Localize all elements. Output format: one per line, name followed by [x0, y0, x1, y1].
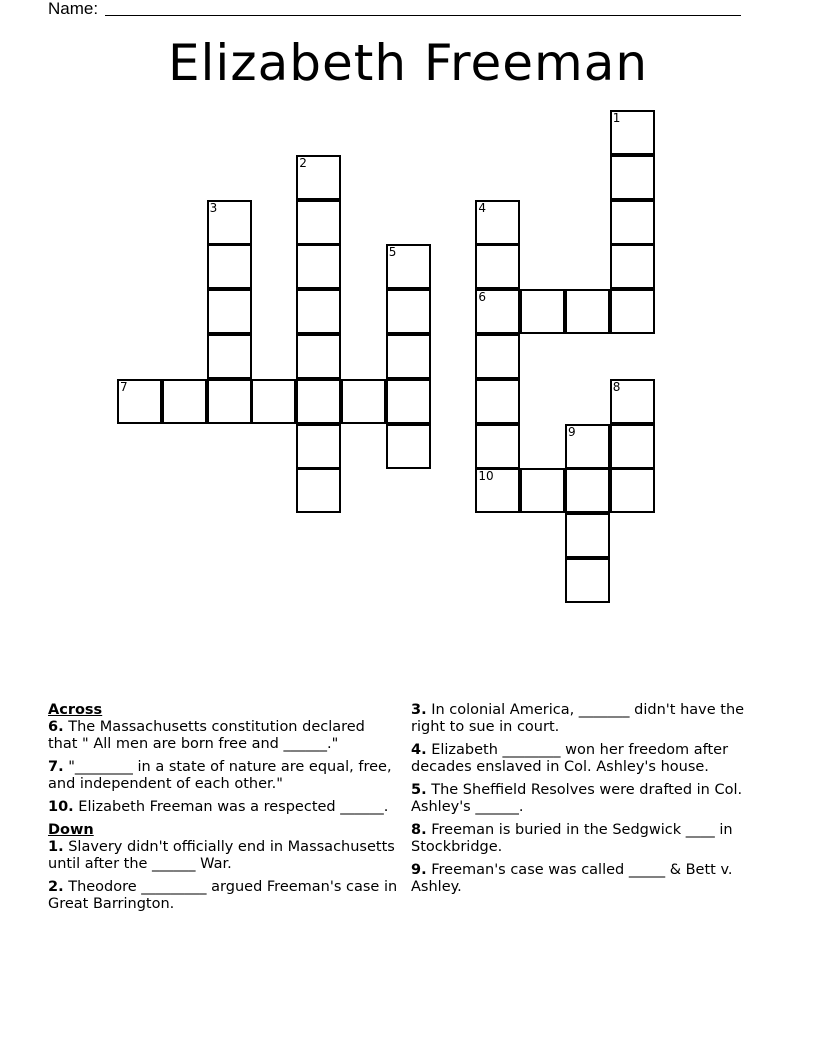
clues-right-column — [411, 702, 756, 902]
grid-cell[interactable] — [610, 155, 655, 200]
clue-item-number: 6. — [48, 719, 64, 735]
clue-item-number: 8. — [411, 822, 427, 838]
grid-cell[interactable] — [296, 379, 341, 424]
grid-cell[interactable] — [296, 334, 341, 379]
grid-cell[interactable] — [207, 379, 252, 424]
grid-cell[interactable] — [475, 334, 520, 379]
grid-cell[interactable] — [565, 289, 610, 334]
grid-cell[interactable] — [520, 468, 565, 513]
clue-item-text: Freeman is buried in the Sedgwick ____ in Stockbridge. — [411, 822, 733, 855]
grid-cell[interactable] — [386, 424, 431, 469]
clue-item-number: 3. — [411, 702, 427, 718]
grid-cell[interactable] — [520, 289, 565, 334]
grid-cell[interactable] — [117, 379, 162, 424]
grid-cell[interactable] — [610, 200, 655, 245]
grid-cell[interactable] — [296, 424, 341, 469]
clue-number: 8 — [612, 379, 621, 394]
grid-cell[interactable] — [251, 379, 296, 424]
grid-cell[interactable] — [565, 468, 610, 513]
across-heading: Across — [48, 702, 103, 718]
page-title: Elizabeth Freeman — [167, 34, 649, 92]
grid-cell[interactable] — [610, 110, 655, 155]
grid-cell[interactable] — [565, 424, 610, 469]
grid-cell[interactable] — [386, 244, 431, 289]
down-clue-list — [48, 839, 398, 913]
grid-cell[interactable] — [565, 513, 610, 558]
clue-item-number: 2. — [48, 879, 64, 895]
clue-item-number: 7. — [48, 759, 64, 775]
grid-cell[interactable] — [207, 334, 252, 379]
clue-item — [411, 742, 756, 776]
clue-number: 7 — [120, 379, 128, 394]
grid-cell[interactable] — [610, 468, 655, 513]
clue-item-text: Theodore _________ argued Freeman's case in Great Barrington. — [48, 879, 398, 912]
grid-cell[interactable] — [475, 468, 520, 513]
grid-cell[interactable] — [207, 244, 252, 289]
clue-item-number: 10. — [48, 799, 74, 815]
grid-cell[interactable] — [296, 244, 341, 289]
clue-item-number: 4. — [411, 742, 427, 758]
clue-item-number: 1. — [48, 839, 64, 855]
clue-item-text: Freeman's case was called _____ & Bett v. Ashley. — [411, 862, 733, 895]
down-heading: Down — [48, 822, 94, 838]
grid-cell[interactable] — [610, 289, 655, 334]
grid-cell[interactable] — [610, 379, 655, 424]
grid-cell[interactable] — [296, 200, 341, 245]
clue-number: 4 — [478, 200, 487, 215]
grid-cell[interactable] — [610, 424, 655, 469]
clue-item-text: The Massachusetts constitution declared that " All men are born free and ______." — [48, 719, 365, 752]
clue-item — [48, 879, 398, 913]
clue-number: 3 — [209, 200, 218, 215]
clue-number: 2 — [299, 155, 307, 170]
grid-cell[interactable] — [207, 289, 252, 334]
grid-cell[interactable] — [386, 334, 431, 379]
grid-cell[interactable] — [296, 468, 341, 513]
down-clue-list-continued — [411, 702, 756, 896]
grid-cell[interactable] — [475, 379, 520, 424]
clue-item — [411, 862, 756, 896]
grid-cell[interactable] — [475, 244, 520, 289]
grid-cell[interactable] — [475, 424, 520, 469]
clue-number: 10 — [478, 469, 494, 484]
clue-item-text: Slavery didn't officially end in Massachusetts until after the ______ War. — [48, 839, 395, 872]
grid-cell[interactable] — [475, 200, 520, 245]
clue-number: 1 — [612, 111, 621, 125]
across-clue-list — [48, 719, 398, 816]
grid-cell[interactable] — [565, 558, 610, 603]
grid-cell[interactable] — [207, 200, 252, 245]
clue-item — [411, 822, 756, 856]
clue-item-text: The Sheffield Resolves were drafted in Col. Ashley's ______. — [411, 782, 743, 815]
clue-number: 5 — [388, 245, 397, 260]
clue-item-text: In colonial America, _______ didn't have the right to sue in court. — [411, 702, 745, 735]
grid-cell[interactable] — [475, 289, 520, 334]
clues-left-column — [48, 702, 398, 919]
grid-cell[interactable] — [162, 379, 207, 424]
clue-item — [48, 719, 398, 753]
clue-item-number: 5. — [411, 782, 427, 798]
grid-cell[interactable] — [386, 379, 431, 424]
clue-number: 6 — [478, 290, 487, 305]
grid-cell[interactable] — [296, 289, 341, 334]
clue-item-text: Elizabeth ________ won her freedom after decades enslaved in Col. Ashley's house. — [411, 742, 729, 775]
grid-cell[interactable] — [296, 155, 341, 200]
clue-item — [411, 782, 756, 816]
clue-item — [48, 759, 398, 793]
clue-item-number: 9. — [411, 862, 427, 878]
clue-number: 9 — [568, 424, 576, 439]
clue-item-text: Elizabeth Freeman was a respected ______. — [73, 799, 389, 815]
clue-item — [411, 702, 756, 736]
grid-cell[interactable] — [386, 289, 431, 334]
clue-item-text: "________ in a state of nature are equal, free, and independent of each other." — [48, 759, 392, 792]
clue-item — [48, 839, 398, 873]
clue-item — [48, 799, 398, 816]
grid-cell[interactable] — [610, 244, 655, 289]
grid-cell[interactable] — [341, 379, 386, 424]
name-label: Name: — [48, 0, 99, 18]
